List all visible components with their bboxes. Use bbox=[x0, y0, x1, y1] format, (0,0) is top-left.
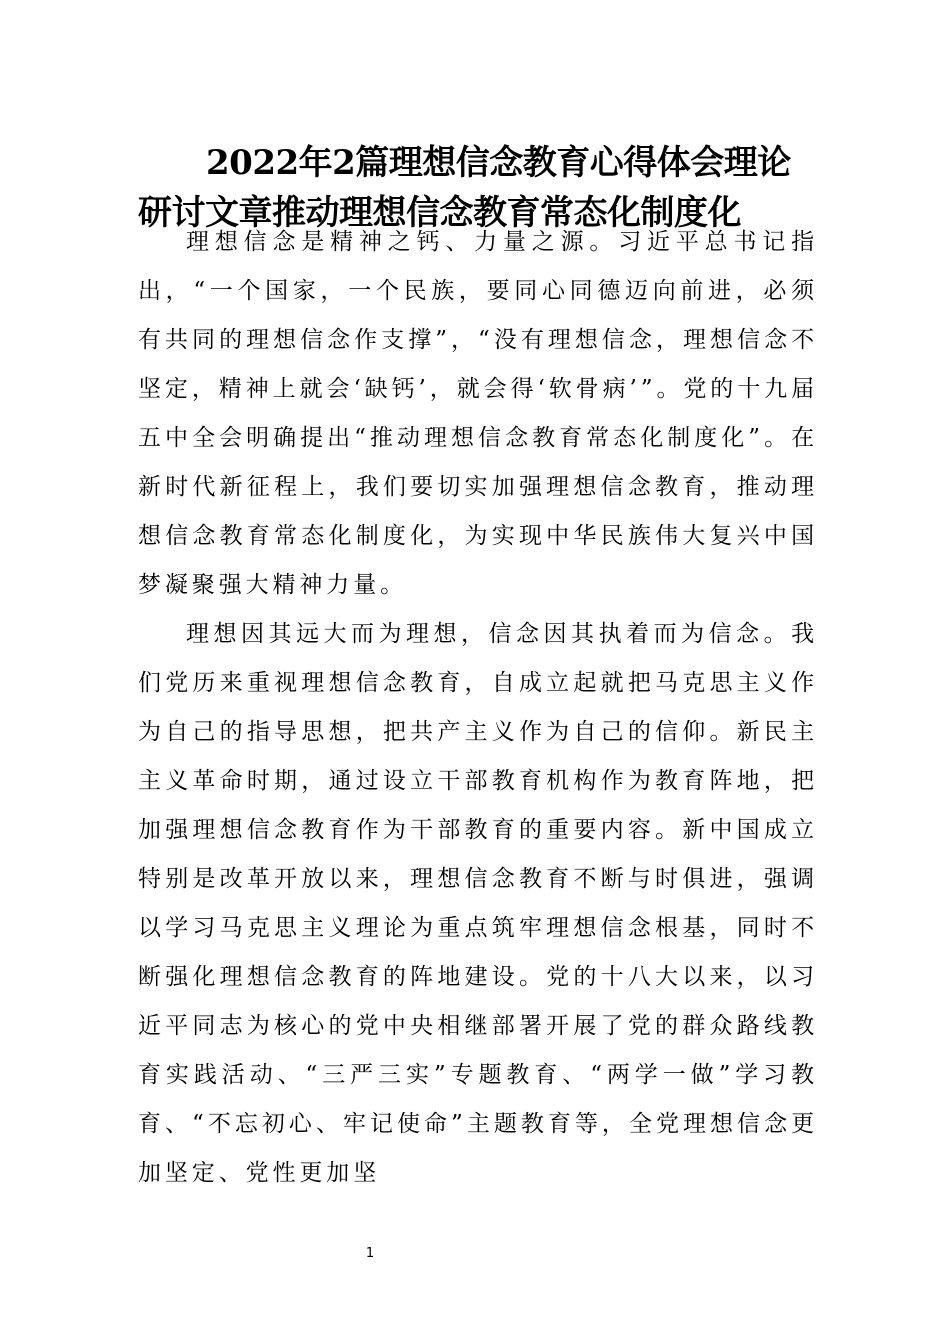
paragraph-2: 理想因其远大而为理想，信念因其执着而为信念。我们党历来重视理想信念教育，自成立起就把马克思主义作为自己的指导思想，把共产主义作为自己的信仰。新民主主义革命时期，通过设立干部教育机构作为教育阵地，把加强理想信念教育作为干部教育的重要内容。新中国成立特别是改革开放以来，理想信念教育不断与时俱进，强调以学习马克思主义理论为重点筑牢理想信念根基，同时不断强化理想信念教育的阵地建设。党的十八大以来，以习近平同志为核心的党中央相继部署开展了党的群众路线教育实践活动、“三严三实”专题教育、“两学一做”学习教育、“不忘初心、牢记使命”主题教育等，全党理想信念更加坚定、党性更加坚 bbox=[138, 621, 818, 1186]
title-line-1: 2022年2篇理想信念教育心得体会理论 bbox=[206, 143, 791, 183]
document-body bbox=[138, 218, 818, 1198]
title-line-2: 研讨文章推动理想信念教育常态化制度化 bbox=[138, 193, 741, 233]
page-number: 1 bbox=[365, 1246, 375, 1261]
paragraph-1: 理想信念是精神之钙、力量之源。习近平总书记指出，“一个国家，一个民族，要同心同德迈向前进，必须有共同的理想信念作支撑”，“没有理想信念，理想信念不坚定，精神上就会‘缺钙’，就会得‘软骨病’”。党的十九届五中全会明确提出“推动理想信念教育常态化制度化”。在新时代新征程上，我们要切实加强理想信念教育，推动理想信念教育常态化制度化，为实现中华民族伟大复兴中国梦凝聚强大精神力量。 bbox=[138, 229, 818, 598]
